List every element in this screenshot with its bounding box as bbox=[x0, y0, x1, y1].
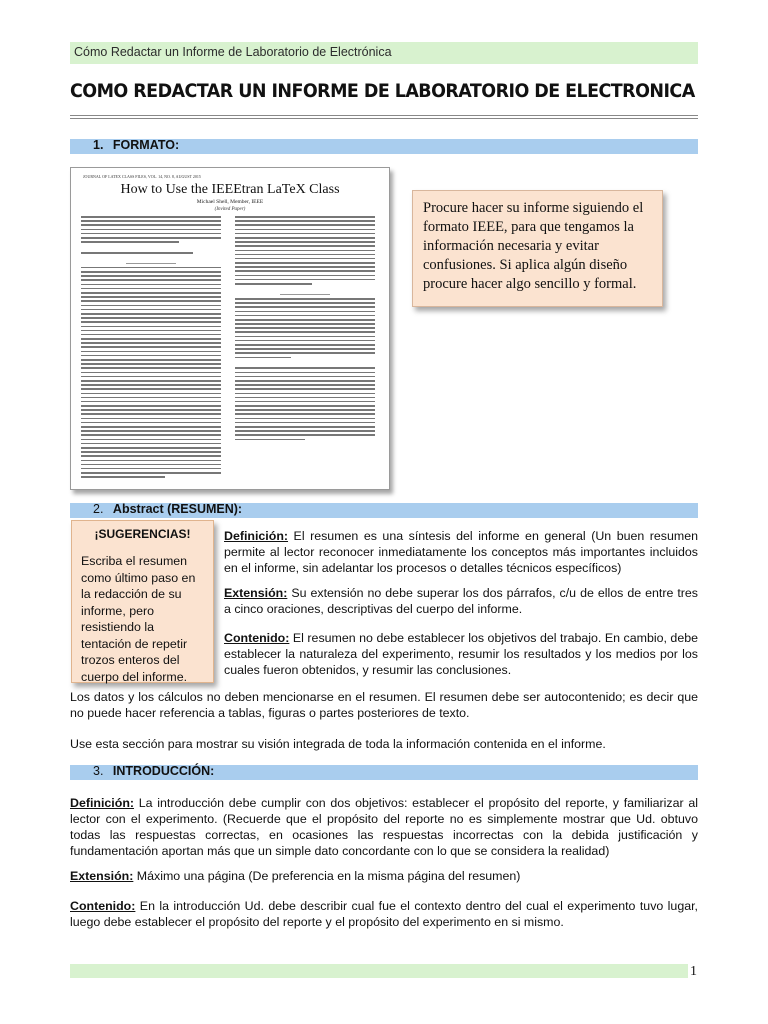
title-rule bbox=[70, 115, 698, 116]
paper-column-left bbox=[81, 216, 221, 480]
abstract-contenido: Contenido: El resumen no debe establecer los objetivos del trabajo. En cambio, debe establecer la naturaleza del experimento, resumir los resultados y los medios por los cuales fueron obtenidos, y resumir las conclusiones. bbox=[224, 631, 698, 677]
section-heading-introduccion: 3. INTRODUCCIÓN: bbox=[93, 764, 215, 778]
ieee-paper-thumbnail bbox=[70, 167, 390, 490]
intro-contenido: Contenido: En la introducción Ud. debe describir cual fue el contexto dentro del cual el experimento tuvo lugar, luego debe establecer el propósito del reporte y el propósito del experimento en si mismo. bbox=[70, 899, 698, 929]
abstract-note-2: Use esta sección para mostrar su visión integrada de toda la información contenida en el informe. bbox=[70, 737, 606, 751]
document-title: COMO REDACTAR UN INFORME DE LABORATORIO DE ELECTRONICA bbox=[70, 80, 695, 102]
intro-extension: Extensión: Máximo una página (De preferencia en la misma página del resumen) bbox=[70, 869, 521, 883]
formato-callout: Procure hacer su informe siguiendo el formato IEEE, para que tengamos la información necesaria y evitar confusiones. Si aplica algún diseño procure hacer algo sencillo y formal. bbox=[412, 190, 663, 307]
paper-journal-line: JOURNAL OF LATEX CLASS FILES, VOL. 14, NO. 8, AUGUST 2015 bbox=[83, 174, 201, 179]
abstract-extension: Extensión: Su extensión no debe superar los dos párrafos, c/u de ellos de entre tres a cinco oraciones, descriptivas del cuerpo del informe. bbox=[224, 586, 698, 616]
paper-author: Michael Shell, Member, IEEE bbox=[196, 199, 264, 205]
running-header: Cómo Redactar un Informe de Laboratorio de Electrónica bbox=[74, 45, 392, 59]
paper-title: How to Use the IEEEtran LaTeX Class bbox=[120, 182, 340, 197]
intro-definicion: Definición: La introducción debe cumplir con dos objetivos: establecer el propósito del reporte, y familiarizar al lector con el experimento. (Recuerde que el propósito del reporte no es simplemente mostrar que Ud. obtuvo todas las respuestas correctas, en ocasiones las respuestas incorrectas con la debida justificación y fundamentación aportan más que un simple dato concordante con lo que se considera la realidad) bbox=[70, 796, 698, 858]
footer-bar bbox=[70, 964, 688, 978]
section-heading-formato: 1. FORMATO: bbox=[93, 138, 180, 152]
page-number: 1 bbox=[690, 964, 697, 979]
abstract-definicion: Definición: El resumen es una síntesis del informe en general (Un buen resumen permite al lector reconocer inmediatamente los conceptos más importantes incluidos en el informe, sin adelantar los procesos o detalles técnicos específicos) bbox=[224, 529, 698, 575]
sugerencias-body: Escriba el resumen como último paso en la redacción de su informe, pero resistiendo la tentación de repetir trozos enteros del cuerpo del informe. bbox=[81, 554, 196, 684]
sugerencias-title: ¡SUGERENCIAS! bbox=[94, 527, 191, 541]
paper-column-right bbox=[235, 216, 375, 443]
title-rule bbox=[70, 118, 698, 119]
abstract-note-1: Los datos y los cálculos no deben mencionarse en el resumen. El resumen debe ser autocontenido; es decir que no puede hacer referencia a tablas, figuras o partes posteriores de texto. bbox=[70, 690, 698, 720]
section-heading-abstract: 2. Abstract (RESUMEN): bbox=[93, 502, 243, 516]
sugerencias-box bbox=[71, 520, 214, 683]
paper-subtitle: (Invited Paper) bbox=[214, 207, 246, 212]
